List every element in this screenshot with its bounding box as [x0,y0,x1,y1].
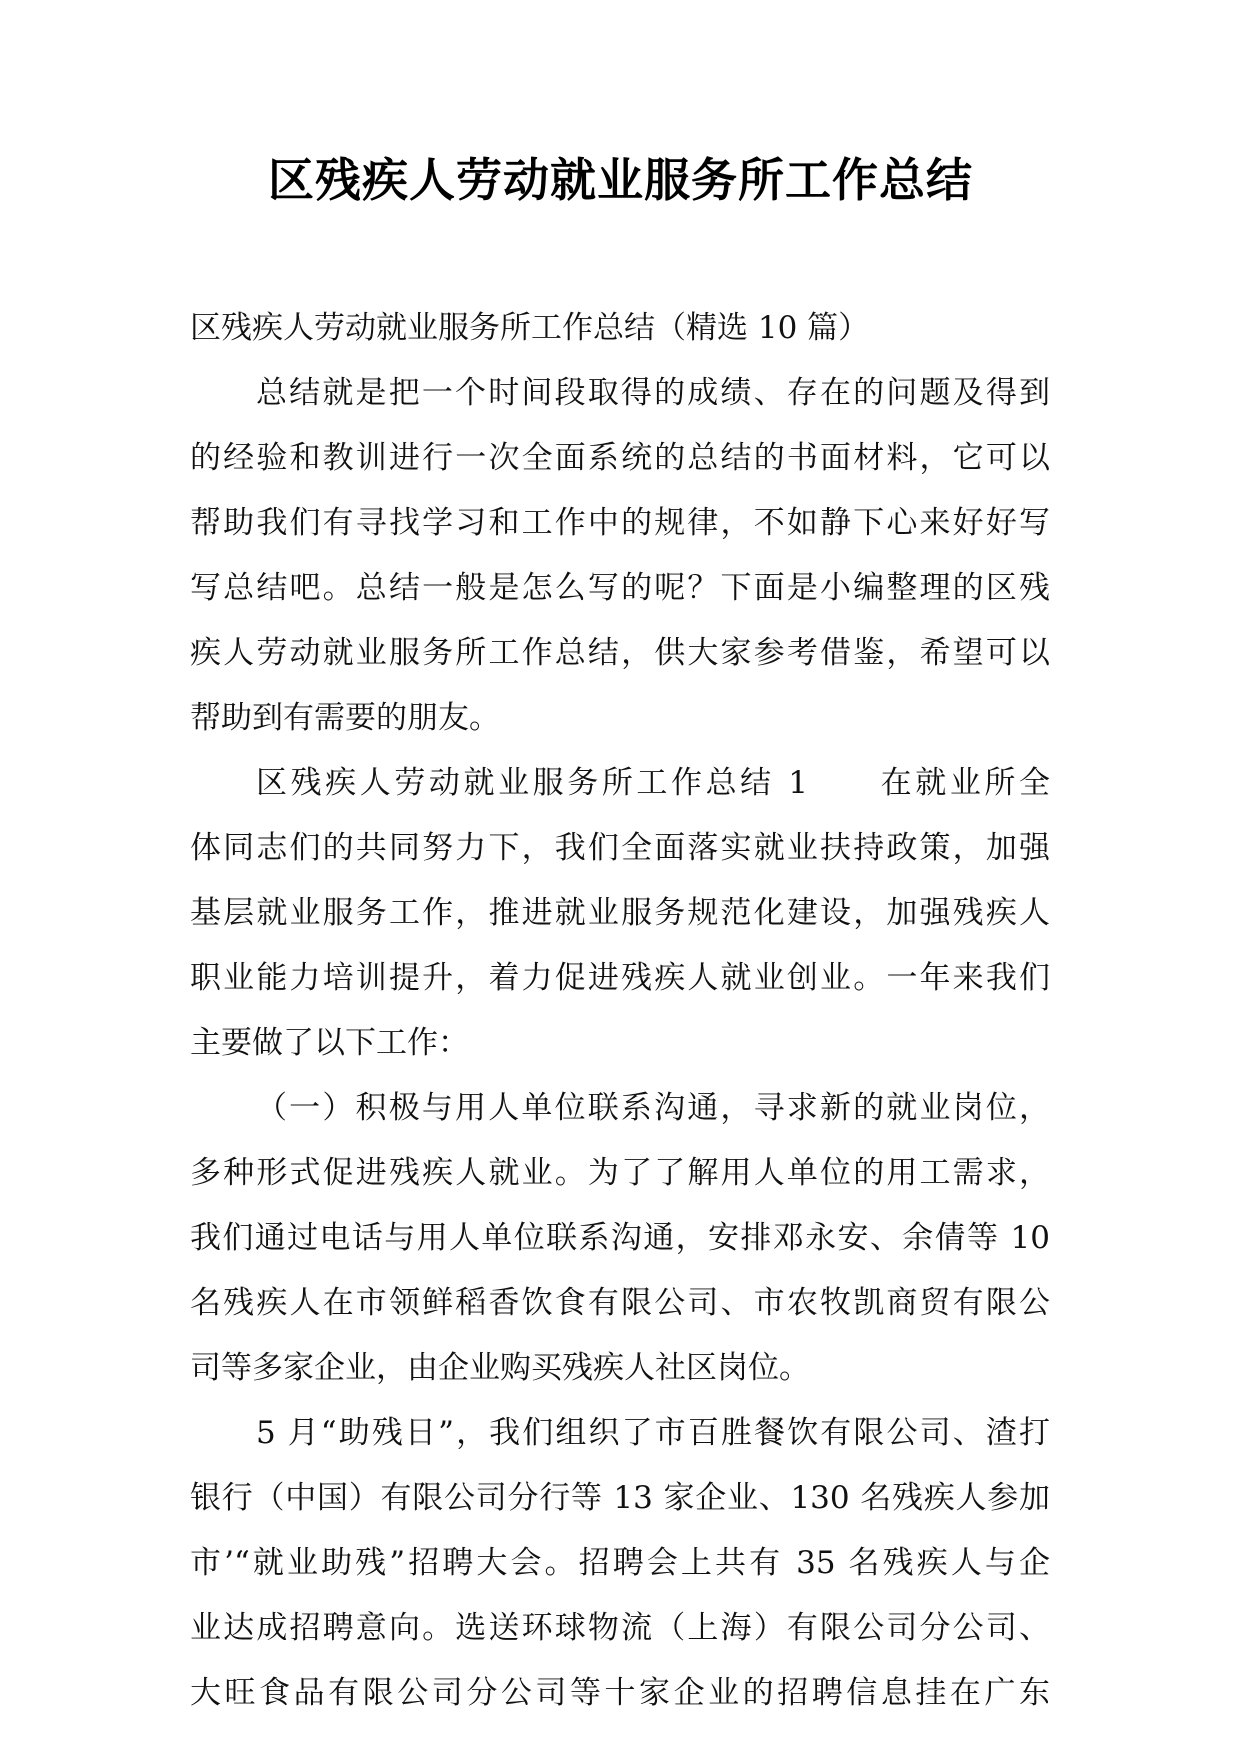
text-line: 帮助我们有寻找学习和工作中的规律，不如静下心来好好写 [190,505,1050,541]
text-line: （一）积极与用人单位联系沟通，寻求新的就业岗位， [256,1090,1050,1126]
text-line: 职业能力培训提升，着力促进残疾人就业创业。一年来我们 [190,960,1050,996]
text-line: 帮助到有需要的朋友。 [190,700,500,736]
text-line: 银行（中国）有限公司分行等 13 家企业、130 名残疾人参加 [190,1480,1050,1516]
text-line: 业达成招聘意向。选送环球物流（上海）有限公司分公司、 [190,1610,1050,1646]
document-title: 区残疾人劳动就业服务所工作总结 [268,153,973,207]
text-line: 名残疾人在市领鲜稻香饮食有限公司、市农牧凯商贸有限公 [190,1285,1050,1321]
text-line: 总结就是把一个时间段取得的成绩、存在的问题及得到 [256,375,1050,411]
text-line: 主要做了以下工作： [190,1025,469,1061]
text-line: 体同志们的共同努力下，我们全面落实就业扶持政策，加强 [190,830,1050,866]
text-line: 大旺食品有限公司分公司等十家企业的招聘信息挂在广东 [190,1675,1050,1711]
text-line: 区残疾人劳动就业服务所工作总结 1 在就业所全 [256,765,1050,801]
text-line: 我们通过电话与用人单位联系沟通，安排邓永安、余倩等 10 [190,1220,1050,1256]
text-line: 多种形式促进残疾人就业。为了了解用人单位的用工需求， [190,1155,1050,1191]
subtitle-line: 区残疾人劳动就业服务所工作总结（精选 10 篇） [190,310,870,346]
text-line: 疾人劳动就业服务所工作总结，供大家参考借鉴，希望可以 [190,635,1050,671]
text-line: 的经验和教训进行一次全面系统的总结的书面材料，它可以 [190,440,1050,476]
text-line: 市’“就业助残”招聘大会。招聘会上共有 35 名残疾人与企 [190,1545,1050,1581]
text-line: 写总结吧。总结一般是怎么写的呢？下面是小编整理的区残 [190,570,1050,606]
text-line: 5 月“助残日”，我们组织了市百胜餐饮有限公司、渣打 [256,1415,1050,1451]
text-line: 基层就业服务工作，推进就业服务规范化建设，加强残疾人 [190,895,1050,931]
text-line: 司等多家企业，由企业购买残疾人社区岗位。 [190,1350,810,1386]
